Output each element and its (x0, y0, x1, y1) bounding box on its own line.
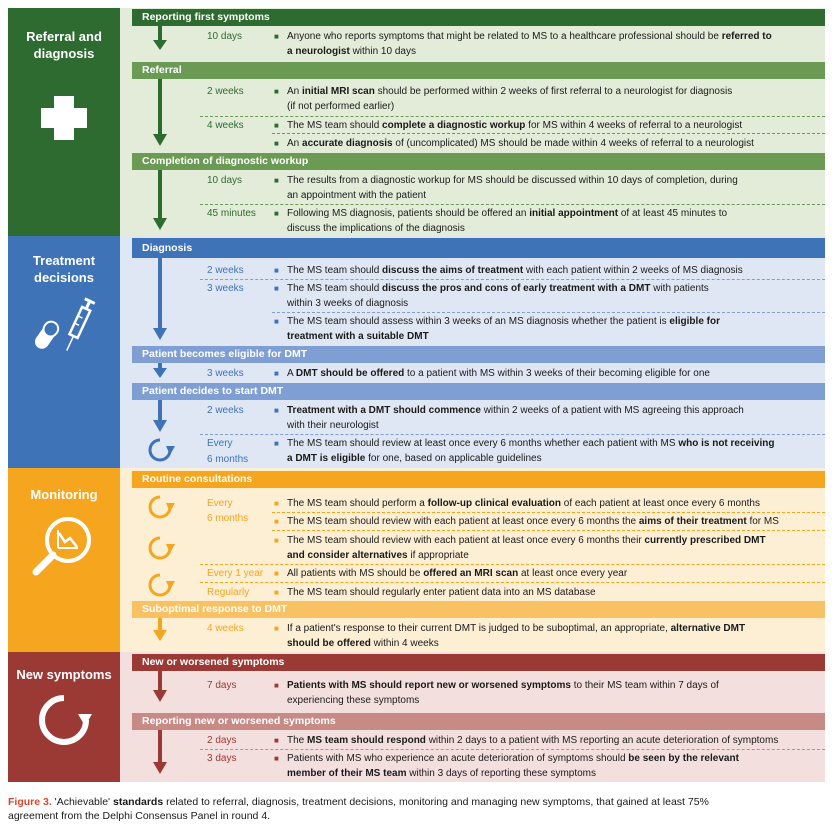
statement-5: The results from a diagnostic workup for MS should be discussed within 10 days of completion, during an appointment with the patient (287, 175, 738, 201)
row-divider (272, 133, 825, 134)
section-title-referral: Referral and diagnosis (26, 29, 102, 61)
row-divider (200, 564, 825, 565)
magnifier-chart-icon (28, 510, 98, 580)
row-divider (200, 749, 825, 750)
bullet-marker: ■ (274, 406, 279, 415)
statement-16: All patients with MS should be offered an MRI scan at least once every year (287, 568, 628, 579)
statement-12: The MS team should review at least once every 6 months whether each patient with MS who is not receiving a DMT is eligible for one, based on applicable guidelines (287, 438, 775, 464)
time-label: Every 1 year (207, 568, 264, 579)
figure-caption: Figure 3. 'Achievable' standards related to referral, diagnosis, treatment decisions, monitoring and managing new symptoms, that gained at least 75% agreement from the Delphi Consensus Panel in round 4. (8, 796, 709, 822)
time-label: 6 months (207, 513, 249, 524)
header-suboptimal-response: Suboptimal response to DMT (132, 601, 825, 618)
row-divider (200, 279, 825, 280)
statement-8: The MS team should discuss the pros and cons of early treatment with a DMT with patients within 3 weeks of diagnosis (287, 283, 709, 309)
time-label: 2 days (207, 735, 237, 746)
time-label: 10 days (207, 175, 243, 186)
bullet-marker: ■ (274, 176, 279, 185)
bullet-marker: ■ (274, 517, 279, 526)
header-eligible-for-dmt: Patient becomes eligible for DMT (132, 346, 825, 363)
statement-20: The MS team should respond within 2 days to a patient with MS reporting an acute deterioration of symptoms (287, 735, 779, 746)
time-label: 2 weeks (207, 405, 244, 416)
orange-arrows (150, 497, 175, 641)
cycle-arrow-icon (34, 690, 94, 750)
bullet-marker: ■ (274, 266, 279, 275)
medical-cross-icon (30, 94, 100, 142)
bullet-marker: ■ (274, 209, 279, 218)
bullet-marker: ■ (274, 588, 279, 597)
time-label: 4 weeks (207, 120, 244, 131)
bullet-marker: ■ (274, 536, 279, 545)
bullet-marker: ■ (274, 139, 279, 148)
statement-19: Patients with MS should report new or worsened symptoms to their MS team within 7 days of experiencing these symptoms (287, 680, 719, 706)
time-label: 10 days (207, 31, 243, 42)
red-arrows (153, 671, 167, 774)
bullet-marker: ■ (274, 624, 279, 633)
row-divider (200, 434, 825, 435)
statement-18: If a patient's response to their current DMT is judged to be suboptimal, an appropriate, alternative DMT should be offered within 4 weeks (287, 623, 746, 649)
section-title-monitoring: Monitoring (30, 487, 98, 502)
time-label: 45 minutes (207, 208, 256, 219)
timeline-arrows (120, 0, 200, 790)
header-completion-diagnostic-workup: Completion of diagnostic workup (132, 153, 825, 170)
statement-14: The MS team should review with each patient at least once every 6 months the aims of their treatment for MS (287, 516, 779, 527)
time-label: 2 weeks (207, 265, 244, 276)
bullet-marker: ■ (274, 569, 279, 578)
header-reporting-first-symptoms: Reporting first symptoms (132, 9, 825, 26)
row-divider (272, 530, 825, 531)
time-label: Every (207, 438, 233, 449)
blue-arrows (150, 258, 175, 460)
statement-21: Patients with MS who experience an acute deterioration of symptoms should be seen by the relevant member of their MS team within 3 days of reporting these symptoms (287, 753, 739, 779)
header-diagnosis: Diagnosis (132, 238, 825, 258)
time-label: 3 days (207, 753, 237, 764)
time-label: Regularly (207, 587, 250, 598)
bullet-marker: ■ (274, 32, 279, 41)
caption-label: Figure 3. (8, 796, 52, 808)
bullet-marker: ■ (274, 499, 279, 508)
statement-6: Following MS diagnosis, patients should be offered an initial appointment of at least 45 minutes to discuss the implications of the diagnosis (287, 208, 728, 234)
bullet-marker: ■ (274, 284, 279, 293)
row-divider (200, 116, 825, 117)
bullet-marker: ■ (274, 369, 279, 378)
statement-1: Anyone who reports symptoms that might be related to MS to a healthcare professional should be referred to a neurologist within 10 days (287, 31, 772, 57)
statement-11: Treatment with a DMT should commence within 2 weeks of a patient with MS agreeing this approach with their neurologist (287, 405, 744, 431)
time-label: 7 days (207, 680, 237, 691)
bullet-marker: ■ (274, 736, 279, 745)
section-title-treatment: Treatment decisions (32, 253, 96, 285)
bullet-marker: ■ (274, 121, 279, 130)
statement-9: The MS team should assess within 3 weeks of an MS diagnosis whether the patient is eligible for treatment with a suitable DMT (287, 316, 720, 342)
statement-17: The MS team should regularly enter patient data into an MS database (287, 587, 596, 598)
bullet-marker: ■ (274, 317, 279, 326)
row-divider (272, 512, 825, 513)
statement-15: The MS team should review with each patient at least once every 6 months their currently prescribed DMT and consider alternatives if appropriate (287, 535, 766, 561)
statement-7: The MS team should discuss the aims of treatment with each patient within 2 weeks of MS diagnosis (287, 265, 743, 276)
row-divider (200, 582, 825, 583)
time-label: 3 weeks (207, 283, 244, 294)
time-label: 3 weeks (207, 368, 244, 379)
section-title-newsymptoms: New symptoms (16, 667, 112, 682)
header-reporting-new-symptoms: Reporting new or worsened symptoms (132, 713, 825, 730)
header-decides-to-start-dmt: Patient decides to start DMT (132, 383, 825, 400)
time-label: Every (207, 498, 233, 509)
row-divider (272, 312, 825, 313)
bullet-marker: ■ (274, 681, 279, 690)
statement-3: The MS team should complete a diagnostic workup for MS within 4 weeks of referral to a neurologist (287, 120, 743, 131)
statement-2: An initial MRI scan should be performed within 2 weeks of first referral to a neurologist for diagnosis (if not performed earlier) (287, 86, 733, 112)
time-label: 4 weeks (207, 623, 244, 634)
statement-4: An accurate diagnosis of (uncomplicated) MS should be made within 4 weeks of referral to a neurologist (287, 138, 754, 149)
header-routine-consultations: Routine consultations (132, 471, 825, 488)
time-label: 2 weeks (207, 86, 244, 97)
bullet-marker: ■ (274, 754, 279, 763)
bullet-marker: ■ (274, 439, 279, 448)
header-referral: Referral (132, 62, 825, 79)
row-divider (200, 204, 825, 205)
header-new-or-worsened-symptoms: New or worsened symptoms (132, 654, 825, 671)
statement-10: A DMT should be offered to a patient with MS within 3 weeks of their becoming eligible for one (287, 368, 710, 379)
pill-and-syringe-icon (30, 296, 102, 360)
green-arrows (153, 26, 167, 230)
time-label: 6 months (207, 454, 249, 465)
statement-13: The MS team should perform a follow-up clinical evaluation of each patient at least once every 6 months (287, 498, 760, 509)
bullet-marker: ■ (274, 87, 279, 96)
